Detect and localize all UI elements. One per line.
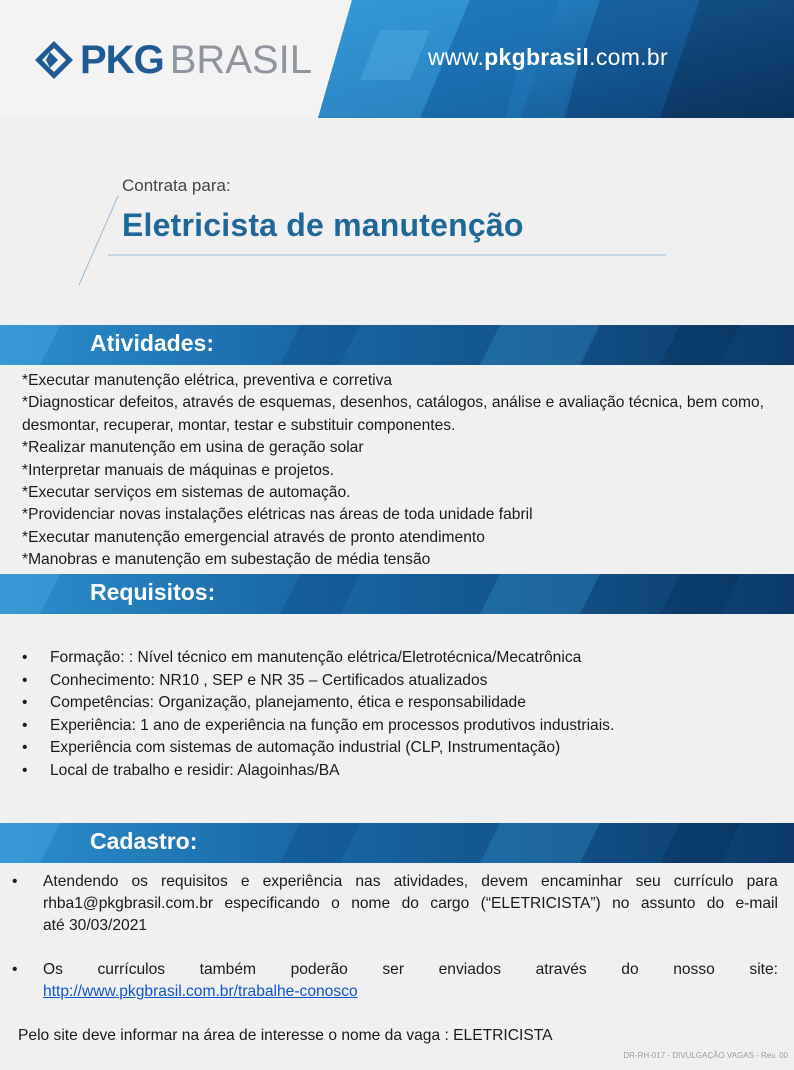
instructions-word: experiência [262,873,343,890]
instructions-word: do [706,895,725,913]
website-instructions-word: site: [749,961,778,978]
website-instructions-word: ser [382,961,405,978]
instructions-word: no [612,895,630,913]
instructions-word: assunto [640,895,696,913]
bullet-icon: • [22,671,28,689]
instructions-word: seu [635,873,661,890]
instructions-word: requisitos [161,873,228,890]
instructions-word: (“ELETRICISTA”) [480,895,601,913]
requirement-text: Competências: Organização, planejamento, ética e responsabilidade [50,694,526,711]
requirement-text: Local de trabalho e residir: Alagoinhas/BA [50,761,340,779]
website-instructions [12,959,778,1003]
instructions-word: devem [481,873,528,890]
website-instructions-word: também [199,961,256,978]
requirement-item [22,647,782,670]
section-band-cadastro [0,823,794,863]
activity-item: *Executar manutenção emergencial através de pronto atendimento [22,528,485,546]
application-instructions [12,871,778,938]
logo-text-brasil: BRASIL [169,38,312,82]
url-domain: pkgbrasil [484,44,590,70]
requirements-list [22,647,782,782]
activity-item: *Realizar manutenção em usina de geração solar [22,439,364,457]
website-instructions-word: enviados [438,961,502,978]
instructions-word: especificando [224,895,320,913]
bullet-icon: • [12,961,18,978]
instructions-line-1 [43,871,778,893]
activity-item: *Manobras e manutenção em subestação de média tensão [22,551,431,569]
requirement-text: Experiência: 1 ano de experiência na função em processos produtivos industriais. [50,716,615,734]
site-note: Pelo site deve informar na área de interesse o nome da vaga : ELETRICISTA [18,1027,553,1044]
requirement-item [22,670,782,693]
activity-item: *Diagnosticar defeitos, através de esquemas, desenhos, catálogos, análise e avaliação técnica, bem como, desmontar, recuperar, montar, testar e substituir componentes. [22,394,764,434]
hiring-label: Contrata para: [122,176,231,195]
section-band-atividades [0,325,794,365]
instructions-word: do [401,895,419,913]
instructions-word: nas [355,873,381,890]
bullet-icon: • [12,873,18,890]
instructions-word: Atendendo [43,873,119,890]
instructions-word: para [746,873,778,890]
section-title-requisitos: Requisitos: [90,579,216,605]
requirement-text: Conhecimento: NR10 , SEP e NR 35 – Certificados atualizados [50,671,488,689]
requirement-item [22,692,782,715]
bullet-icon: • [22,761,28,779]
requirement-text: Experiência com sistemas de automação industrial (CLP, Instrumentação) [50,739,561,756]
bullet-icon: • [22,716,28,734]
instructions-line-2 [43,893,778,915]
pkg-logo-icon [34,40,74,80]
url-suffix: .com.br [589,44,668,70]
instructions-word: e-mail [735,895,778,913]
bullet-icon: • [22,694,28,711]
section-band-requisitos [0,574,794,614]
section-title-atividades: Atividades: [90,330,214,356]
instructions-word: rhba1@pkgbrasil.com.br [43,895,214,913]
company-logo [34,38,312,82]
instructions-word: currículo [673,873,734,890]
requirement-item [22,737,782,760]
website-instructions-word: nosso [673,961,715,978]
instructions-word: cargo [430,895,470,913]
logo-text-pkg: PKG [80,38,164,82]
activity-item: *Executar manutenção elétrica, preventiva e corretiva [22,372,393,389]
requirement-item [22,715,782,738]
section-title-cadastro: Cadastro: [90,828,198,854]
website-instructions-word: através [535,961,587,978]
instructions-word: e [240,873,250,890]
activity-item: *Executar serviços em sistemas de automação. [22,484,351,502]
activities-list [22,370,782,572]
instructions-word: nome [351,895,391,913]
requirement-item [22,760,782,783]
job-title: Eletricista de manutenção [122,207,524,243]
document-code: DR-RH-017 - DIVULGAÇÃO VAGAS - Rev. 00 [623,1051,788,1060]
website-url [428,44,668,71]
bullet-icon: • [22,649,28,666]
website-instructions-word: currículos [97,961,166,978]
careers-link[interactable]: http://www.pkgbrasil.com.br/trabalhe-conosco [43,983,358,1001]
activity-item: *Interpretar manuais de máquinas e projetos. [22,461,335,479]
url-prefix: www. [428,44,485,70]
website-instructions-line [43,959,778,981]
instructions-word: o [331,895,340,913]
website-instructions-word: do [621,961,639,978]
bullet-icon: • [22,739,28,756]
deadline-text: até 30/03/2021 [43,917,148,935]
instructions-word: atividades, [393,873,469,890]
instructions-word: encaminhar [541,873,623,890]
activity-item: *Providenciar novas instalações elétricas nas áreas de toda unidade fabril [22,506,533,524]
website-instructions-word: poderão [290,961,348,978]
requirement-text: Formação: : Nível técnico em manutenção elétrica/Eletrotécnica/Mecatrônica [50,649,582,666]
website-instructions-word: Os [43,961,63,978]
header [0,0,794,118]
instructions-word: os [131,873,148,890]
